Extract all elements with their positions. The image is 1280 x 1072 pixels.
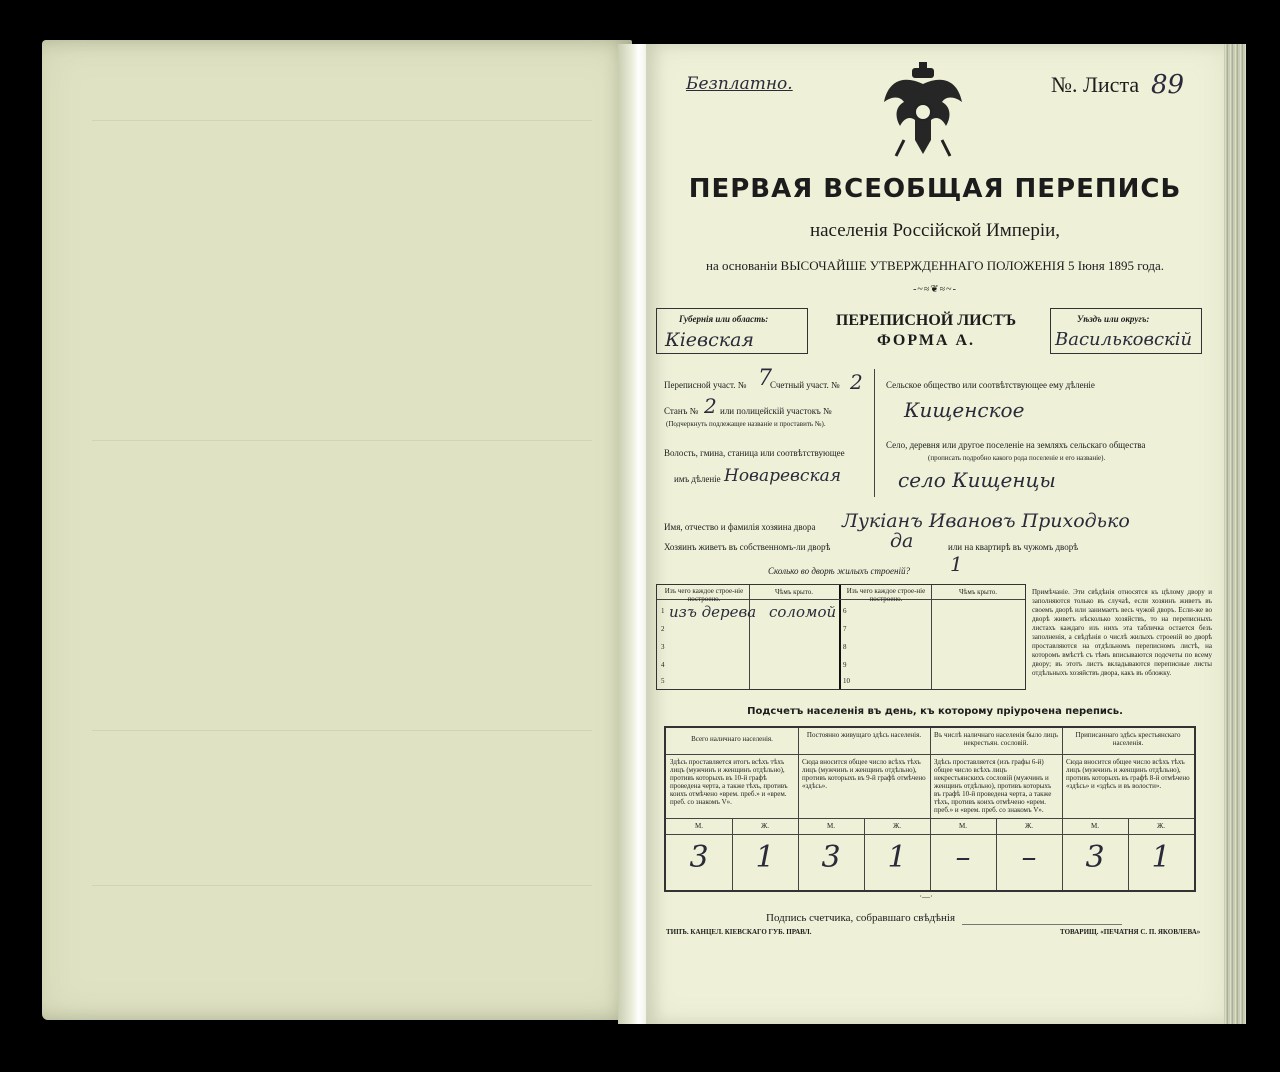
free-label: Безплатно. [686, 74, 793, 94]
row-number: 8 [843, 643, 847, 651]
form-label: ФОРМА А. [876, 332, 976, 349]
village-value: село Кищенцы [898, 468, 1056, 492]
registered-female-count: 1 [1151, 840, 1171, 875]
guberniya-value: Кіевская [665, 329, 754, 351]
page-edges [1224, 44, 1246, 1024]
sheet-number-label: №. Листа [1051, 72, 1140, 97]
summary-col-header: Въ числѣ наличнаго населенія было лицъ некрестьян. сословій. [934, 731, 1058, 747]
field-divider [874, 369, 875, 497]
roof-value: соломой [769, 603, 837, 621]
summary-table [664, 726, 1196, 892]
summary-title: Подсчетъ населенія въ день, къ которому пріурочена перепись. [747, 706, 1123, 717]
nonpeasant-male-count: – [955, 840, 971, 875]
stan-label: Станъ № [664, 406, 699, 416]
note-text: Примѣчаніе. Эти свѣдѣнія относятся къ цѣлому двору и заполняются только въ случаѣ, если хозяинъ живетъ въ своемъ дворѣ или занимаетъ весь чужой дворъ. Если-же во дворѣ живетъ нѣсколько хозяйствъ, то на переписныхъ листахъ каждаго изъ нихъ эта табличка остается безъ заполненія, а свѣдѣнія о числѣ жилыхъ строеній во дворѣ проставляются на отдѣльномъ переписномъ листѣ, на которомъ вмѣстѣ съ тѣмъ вписываются подсчеты по всему двору; въ этотъ листъ вкладываются переписные листы отдѣльныхъ хозяйствъ двора, какъ въ обложку. [1032, 588, 1212, 677]
total-male-count: 3 [689, 840, 709, 875]
summary-col-header: Приписаннаго здѣсь крестьянскаго населенія. [1075, 731, 1181, 747]
female-label: Ж. [1024, 822, 1034, 830]
material-header: Изъ чего каждое строе-ніе построено. [664, 587, 744, 603]
legal-basis: на основаніи ВЫСОЧАЙШЕ УТВЕРЖДЕННАГО ПОЛОЖЕНІЯ 5 Іюня 1895 года. [705, 258, 1165, 273]
ornament-divider: ·—· [919, 892, 933, 901]
census-form-page [646, 44, 1224, 1024]
page-title: ПЕРВАЯ ВСЕОБЩАЯ ПЕРЕПИСЬ [688, 174, 1182, 204]
nonpeasant-female-count: – [1021, 840, 1037, 875]
show-through-line [92, 730, 592, 731]
female-label: Ж. [1156, 822, 1166, 830]
uezd-label: Уѣздъ или округъ: [1077, 314, 1150, 324]
own-house-value: да [890, 530, 914, 552]
uezd-value: Васильковскій [1055, 329, 1193, 350]
volost-label-2: имъ дѣленіе [674, 474, 721, 484]
row-number: 1 [661, 607, 665, 615]
show-through-line [92, 120, 592, 121]
summary-col-desc: Сюда вносится общее число всѣхъ тѣхъ лицъ (мужчинъ и женщинъ отдѣльно), противъ которыхъ въ графѣ 8-й отмѣчено «здѣсь» и «здѣсь и въ волости». [1066, 758, 1190, 790]
row-number: 9 [843, 661, 847, 669]
double-headed-eagle-icon [882, 62, 964, 162]
stan-value: 2 [704, 394, 717, 418]
row-number: 10 [843, 677, 850, 685]
show-through-line [92, 440, 592, 441]
police-label: или полицейскій участокъ № [720, 406, 832, 416]
own-house-label: Хозяинъ живетъ въ собственномъ-ли дворѣ [664, 542, 831, 552]
material-header-2: Изъ чего каждое строе-ніе построено. [846, 587, 926, 603]
roof-header: Чѣмъ крыто. [775, 588, 813, 596]
male-label: М. [1091, 822, 1099, 830]
volost-label: Волость, гмина, станица или соотвѣтствующее [664, 448, 845, 458]
summary-col-header: Постоянно живущаго здѣсь населенія. [806, 731, 922, 739]
printer-left: ТИПЪ. КАНЦЕЛ. КІЕВСКАГО ГУБ. ПРАВЛ. [666, 928, 812, 936]
signature-line [962, 924, 1122, 925]
resident-female-count: 1 [887, 840, 907, 875]
table-rule [666, 754, 1194, 755]
summary-col-desc: Здѣсь проставляется (изъ графы 6-й) общее число всѣхъ лицъ некрестьянскихъ сословій (мужчинъ и женщинъ отдѣльно), противъ которыхъ въ графѣ 10-й проведена черта, а также тѣхъ, противъ коихъ отмѣчено «врем. преб.» и «врем. преб. со знакомъ V». [934, 758, 1052, 814]
left-page [42, 40, 632, 1020]
table-rule [666, 834, 1194, 835]
resident-male-count: 3 [821, 840, 841, 875]
row-number: 5 [661, 677, 665, 685]
buildings-label: Сколько во дворѣ жилыхъ строеній? [768, 566, 910, 576]
table-rule [839, 585, 840, 689]
sheet-title: ПЕРЕПИСНОЙ ЛИСТЪ [835, 312, 1017, 329]
uezd-box [1050, 308, 1202, 354]
owner-value: Лукіанъ Ивановъ Приходько [842, 510, 1130, 532]
ornament-divider: -~≈❦≈~- [913, 284, 957, 295]
male-label: М. [959, 822, 967, 830]
underline-note: (Подчеркнуть подлежащее названіе и проставить №). [666, 420, 826, 428]
census-section-value: 7 [758, 366, 772, 391]
row-number: 6 [843, 607, 847, 615]
society-value: Кищенское [904, 398, 1025, 422]
summary-col-desc: Здѣсь проставляется итогъ всѣхъ тѣхъ лицъ (мужчинъ и женщинъ отдѣльно), противъ которыхъ въ 10-й графѣ проведена черта, а также тѣхъ, противъ коихъ отмѣчено «врем. преб.» и «врем. преб. со знакомъ V». [670, 758, 788, 806]
female-label: Ж. [760, 822, 770, 830]
guberniya-label: Губернія или область: [679, 314, 769, 324]
row-number: 4 [661, 661, 665, 669]
row-number: 2 [661, 625, 665, 633]
rent-label: или на квартирѣ въ чужомъ дворѣ [948, 542, 1079, 552]
village-label: Село, деревня или другое поселеніе на земляхъ сельскаго общества [886, 440, 1146, 450]
page-subtitle: населенія Россійской Имперіи, [809, 220, 1061, 241]
table-rule [931, 585, 932, 689]
signature-label: Подпись счетчика, собравшаго свѣдѣнія [766, 912, 956, 924]
summary-col-header: Всего наличнаго населенія. [691, 735, 773, 743]
buildings-table [656, 584, 1026, 690]
male-label: М. [695, 822, 703, 830]
buildings-value: 1 [950, 552, 963, 576]
row-number: 7 [843, 625, 847, 633]
sheet-number-value: 89 [1151, 70, 1185, 100]
table-rule [749, 585, 750, 689]
guberniya-box [656, 308, 808, 354]
count-section-value: 2 [850, 370, 863, 394]
material-value: изъ дерева [669, 603, 757, 621]
society-label: Сельское общество или соотвѣтствующее ему дѣленіе [886, 380, 1095, 390]
printer-right: ТОВАРИЩ. «ПЕЧАТНЯ С. П. ЯКОВЛЕВА» [1060, 928, 1201, 936]
summary-col-desc: Сюда вносится общее число всѣхъ тѣхъ лицъ (мужчинъ и женщинъ отдѣльно), противъ которыхъ въ 9-й графѣ отмѣчено «здѣсь». [802, 758, 926, 790]
village-note: (прописать подробно какого рода поселеніе и его названіе). [928, 454, 1106, 462]
female-label: Ж. [892, 822, 902, 830]
total-female-count: 1 [755, 840, 775, 875]
table-rule [666, 818, 1194, 819]
count-section-label: Счетный участ. № [770, 380, 840, 390]
volost-value: Новаревская [724, 466, 841, 486]
show-through-line [92, 885, 592, 886]
row-number: 3 [661, 643, 665, 651]
roof-header-2: Чѣмъ крыто. [959, 588, 997, 596]
male-label: М. [827, 822, 835, 830]
registered-male-count: 3 [1085, 840, 1105, 875]
census-section-label: Переписной участ. № [664, 380, 747, 390]
owner-label: Имя, отчество и фамилія хозяина двора [664, 522, 816, 532]
